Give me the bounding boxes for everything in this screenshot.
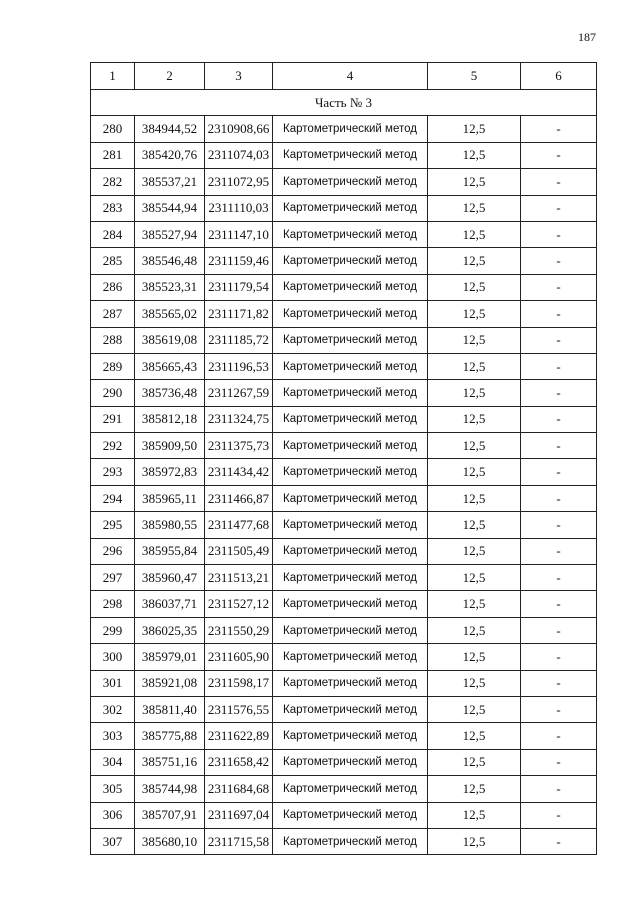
description-cell: - — [521, 538, 597, 564]
table-row — [91, 353, 597, 379]
table-row — [91, 433, 597, 459]
accuracy-cell: 12,5 — [428, 512, 521, 538]
point-number-cell: 307 — [91, 828, 135, 854]
description-cell: - — [521, 274, 597, 300]
column-header-6: 6 — [521, 63, 597, 90]
y-coordinate-cell: 2311110,03 — [205, 195, 273, 221]
point-number-cell: 297 — [91, 565, 135, 591]
point-number-cell: 305 — [91, 776, 135, 802]
y-coordinate-cell: 2311598,17 — [205, 670, 273, 696]
method-cell: Картометрический метод — [273, 353, 428, 379]
table-row — [91, 406, 597, 432]
x-coordinate-cell: 384944,52 — [135, 116, 205, 142]
section-row — [91, 90, 597, 116]
y-coordinate-cell: 2311684,68 — [205, 776, 273, 802]
x-coordinate-cell: 385665,43 — [135, 353, 205, 379]
accuracy-cell: 12,5 — [428, 274, 521, 300]
accuracy-cell: 12,5 — [428, 670, 521, 696]
y-coordinate-cell: 2311477,68 — [205, 512, 273, 538]
accuracy-cell: 12,5 — [428, 406, 521, 432]
table-row — [91, 644, 597, 670]
table-row — [91, 380, 597, 406]
table-row — [91, 142, 597, 168]
table-row — [91, 565, 597, 591]
y-coordinate-cell: 2311324,75 — [205, 406, 273, 432]
method-cell: Картометрический метод — [273, 459, 428, 485]
table-row — [91, 723, 597, 749]
description-cell: - — [521, 221, 597, 247]
x-coordinate-cell: 385965,11 — [135, 485, 205, 511]
accuracy-cell: 12,5 — [428, 169, 521, 195]
method-cell: Картометрический метод — [273, 195, 428, 221]
point-number-cell: 285 — [91, 248, 135, 274]
point-number-cell: 292 — [91, 433, 135, 459]
point-number-cell: 290 — [91, 380, 135, 406]
method-cell: Картометрический метод — [273, 802, 428, 828]
description-cell: - — [521, 591, 597, 617]
x-coordinate-cell: 385812,18 — [135, 406, 205, 432]
y-coordinate-cell: 2311159,46 — [205, 248, 273, 274]
method-cell: Картометрический метод — [273, 485, 428, 511]
method-cell: Картометрический метод — [273, 274, 428, 300]
x-coordinate-cell: 386025,35 — [135, 617, 205, 643]
x-coordinate-cell: 385565,02 — [135, 301, 205, 327]
accuracy-cell: 12,5 — [428, 591, 521, 617]
method-cell: Картометрический метод — [273, 301, 428, 327]
accuracy-cell: 12,5 — [428, 565, 521, 591]
accuracy-cell: 12,5 — [428, 380, 521, 406]
x-coordinate-cell: 385775,88 — [135, 723, 205, 749]
point-number-cell: 291 — [91, 406, 135, 432]
method-cell: Картометрический метод — [273, 380, 428, 406]
description-cell: - — [521, 142, 597, 168]
x-coordinate-cell: 385744,98 — [135, 776, 205, 802]
x-coordinate-cell: 385537,21 — [135, 169, 205, 195]
description-cell: - — [521, 565, 597, 591]
x-coordinate-cell: 385523,31 — [135, 274, 205, 300]
y-coordinate-cell: 2311505,49 — [205, 538, 273, 564]
point-number-cell: 289 — [91, 353, 135, 379]
point-number-cell: 284 — [91, 221, 135, 247]
description-cell: - — [521, 116, 597, 142]
table-row — [91, 195, 597, 221]
point-number-cell: 287 — [91, 301, 135, 327]
table-row — [91, 776, 597, 802]
table-row — [91, 485, 597, 511]
accuracy-cell: 12,5 — [428, 116, 521, 142]
table-row — [91, 274, 597, 300]
description-cell: - — [521, 723, 597, 749]
point-number-cell: 301 — [91, 670, 135, 696]
accuracy-cell: 12,5 — [428, 142, 521, 168]
method-cell: Картометрический метод — [273, 670, 428, 696]
table-row — [91, 116, 597, 142]
description-cell: - — [521, 459, 597, 485]
method-cell: Картометрический метод — [273, 142, 428, 168]
accuracy-cell: 12,5 — [428, 485, 521, 511]
method-cell: Картометрический метод — [273, 644, 428, 670]
accuracy-cell: 12,5 — [428, 327, 521, 353]
description-cell: - — [521, 696, 597, 722]
column-header-1: 1 — [91, 63, 135, 90]
table-row — [91, 828, 597, 854]
method-cell: Картометрический метод — [273, 723, 428, 749]
accuracy-cell: 12,5 — [428, 221, 521, 247]
method-cell: Картометрический метод — [273, 169, 428, 195]
x-coordinate-cell: 385955,84 — [135, 538, 205, 564]
x-coordinate-cell: 386037,71 — [135, 591, 205, 617]
column-header-3: 3 — [205, 63, 273, 90]
table-row — [91, 749, 597, 775]
description-cell: - — [521, 301, 597, 327]
x-coordinate-cell: 385960,47 — [135, 565, 205, 591]
x-coordinate-cell: 385546,48 — [135, 248, 205, 274]
x-coordinate-cell: 385972,83 — [135, 459, 205, 485]
method-cell: Картометрический метод — [273, 248, 428, 274]
page-number: 187 — [578, 30, 596, 44]
x-coordinate-cell: 385707,91 — [135, 802, 205, 828]
method-cell: Картометрический метод — [273, 327, 428, 353]
y-coordinate-cell: 2311434,42 — [205, 459, 273, 485]
x-coordinate-cell: 385811,40 — [135, 696, 205, 722]
point-number-cell: 303 — [91, 723, 135, 749]
table-row — [91, 512, 597, 538]
description-cell: - — [521, 485, 597, 511]
point-number-cell: 294 — [91, 485, 135, 511]
accuracy-cell: 12,5 — [428, 248, 521, 274]
description-cell: - — [521, 776, 597, 802]
table-row — [91, 802, 597, 828]
column-header-5: 5 — [428, 63, 521, 90]
y-coordinate-cell: 2311147,10 — [205, 221, 273, 247]
y-coordinate-cell: 2311185,72 — [205, 327, 273, 353]
x-coordinate-cell: 385619,08 — [135, 327, 205, 353]
point-number-cell: 302 — [91, 696, 135, 722]
description-cell: - — [521, 169, 597, 195]
description-cell: - — [521, 353, 597, 379]
x-coordinate-cell: 385527,94 — [135, 221, 205, 247]
description-cell: - — [521, 406, 597, 432]
table-row — [91, 248, 597, 274]
method-cell: Картометрический метод — [273, 828, 428, 854]
point-number-cell: 293 — [91, 459, 135, 485]
x-coordinate-cell: 385680,10 — [135, 828, 205, 854]
y-coordinate-cell: 2311605,90 — [205, 644, 273, 670]
table-row — [91, 301, 597, 327]
accuracy-cell: 12,5 — [428, 828, 521, 854]
point-number-cell: 295 — [91, 512, 135, 538]
table-row — [91, 327, 597, 353]
y-coordinate-cell: 2311179,54 — [205, 274, 273, 300]
accuracy-cell: 12,5 — [428, 802, 521, 828]
table-row — [91, 538, 597, 564]
point-number-cell: 286 — [91, 274, 135, 300]
x-coordinate-cell: 385980,55 — [135, 512, 205, 538]
point-number-cell: 288 — [91, 327, 135, 353]
point-number-cell: 306 — [91, 802, 135, 828]
coordinates-table — [90, 62, 597, 855]
accuracy-cell: 12,5 — [428, 195, 521, 221]
point-number-cell: 283 — [91, 195, 135, 221]
method-cell: Картометрический метод — [273, 591, 428, 617]
description-cell: - — [521, 644, 597, 670]
y-coordinate-cell: 2311715,58 — [205, 828, 273, 854]
method-cell: Картометрический метод — [273, 512, 428, 538]
accuracy-cell: 12,5 — [428, 301, 521, 327]
table-row — [91, 169, 597, 195]
point-number-cell: 300 — [91, 644, 135, 670]
description-cell: - — [521, 327, 597, 353]
y-coordinate-cell: 2311550,29 — [205, 617, 273, 643]
method-cell: Картометрический метод — [273, 565, 428, 591]
point-number-cell: 280 — [91, 116, 135, 142]
point-number-cell: 282 — [91, 169, 135, 195]
method-cell: Картометрический метод — [273, 221, 428, 247]
method-cell: Картометрический метод — [273, 696, 428, 722]
x-coordinate-cell: 385921,08 — [135, 670, 205, 696]
y-coordinate-cell: 2311658,42 — [205, 749, 273, 775]
description-cell: - — [521, 433, 597, 459]
description-cell: - — [521, 380, 597, 406]
table-row — [91, 670, 597, 696]
column-header-4: 4 — [273, 63, 428, 90]
accuracy-cell: 12,5 — [428, 353, 521, 379]
description-cell: - — [521, 802, 597, 828]
accuracy-cell: 12,5 — [428, 644, 521, 670]
y-coordinate-cell: 2311513,21 — [205, 565, 273, 591]
x-coordinate-cell: 385544,94 — [135, 195, 205, 221]
y-coordinate-cell: 2311267,59 — [205, 380, 273, 406]
description-cell: - — [521, 248, 597, 274]
y-coordinate-cell: 2310908,66 — [205, 116, 273, 142]
accuracy-cell: 12,5 — [428, 459, 521, 485]
table-row — [91, 459, 597, 485]
table-header-row — [91, 63, 597, 90]
method-cell: Картометрический метод — [273, 433, 428, 459]
description-cell: - — [521, 670, 597, 696]
table-row — [91, 591, 597, 617]
x-coordinate-cell: 385979,01 — [135, 644, 205, 670]
description-cell: - — [521, 617, 597, 643]
x-coordinate-cell: 385420,76 — [135, 142, 205, 168]
method-cell: Картометрический метод — [273, 116, 428, 142]
x-coordinate-cell: 385736,48 — [135, 380, 205, 406]
y-coordinate-cell: 2311072,95 — [205, 169, 273, 195]
accuracy-cell: 12,5 — [428, 749, 521, 775]
point-number-cell: 299 — [91, 617, 135, 643]
section-label: Часть № 3 — [91, 90, 597, 116]
point-number-cell: 298 — [91, 591, 135, 617]
column-header-2: 2 — [135, 63, 205, 90]
y-coordinate-cell: 2311466,87 — [205, 485, 273, 511]
description-cell: - — [521, 828, 597, 854]
point-number-cell: 304 — [91, 749, 135, 775]
description-cell: - — [521, 749, 597, 775]
table-row — [91, 617, 597, 643]
point-number-cell: 296 — [91, 538, 135, 564]
method-cell: Картометрический метод — [273, 538, 428, 564]
accuracy-cell: 12,5 — [428, 723, 521, 749]
y-coordinate-cell: 2311527,12 — [205, 591, 273, 617]
description-cell: - — [521, 195, 597, 221]
table-row — [91, 696, 597, 722]
table-body — [91, 90, 597, 855]
y-coordinate-cell: 2311576,55 — [205, 696, 273, 722]
accuracy-cell: 12,5 — [428, 433, 521, 459]
accuracy-cell: 12,5 — [428, 696, 521, 722]
table-row — [91, 221, 597, 247]
y-coordinate-cell: 2311622,89 — [205, 723, 273, 749]
method-cell: Картометрический метод — [273, 406, 428, 432]
method-cell: Картометрический метод — [273, 776, 428, 802]
method-cell: Картометрический метод — [273, 749, 428, 775]
y-coordinate-cell: 2311074,03 — [205, 142, 273, 168]
description-cell: - — [521, 512, 597, 538]
y-coordinate-cell: 2311697,04 — [205, 802, 273, 828]
accuracy-cell: 12,5 — [428, 538, 521, 564]
x-coordinate-cell: 385909,50 — [135, 433, 205, 459]
y-coordinate-cell: 2311171,82 — [205, 301, 273, 327]
x-coordinate-cell: 385751,16 — [135, 749, 205, 775]
y-coordinate-cell: 2311375,73 — [205, 433, 273, 459]
method-cell: Картометрический метод — [273, 617, 428, 643]
accuracy-cell: 12,5 — [428, 617, 521, 643]
point-number-cell: 281 — [91, 142, 135, 168]
accuracy-cell: 12,5 — [428, 776, 521, 802]
y-coordinate-cell: 2311196,53 — [205, 353, 273, 379]
